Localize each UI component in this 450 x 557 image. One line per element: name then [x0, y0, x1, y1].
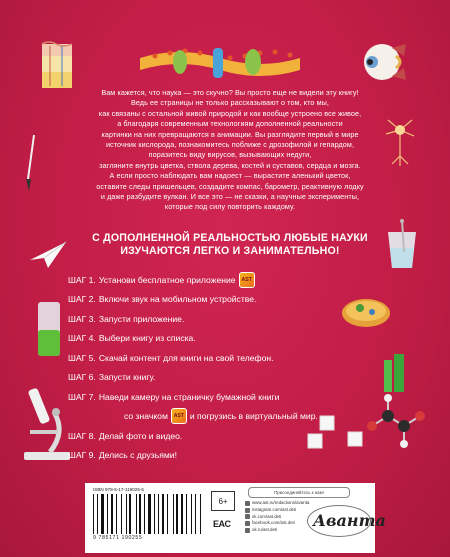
step-number: ШАГ 4.: [68, 333, 96, 344]
barcode-bar: [169, 494, 172, 534]
step-text: Запусти приложение.: [98, 313, 185, 324]
intro-line: и даже разбудите вулкан. И все это — не сказки, а научные эксперименты,: [100, 192, 360, 202]
ast-app-icon: AST: [239, 272, 255, 288]
join-us-label: Присоединяйтесь к нам!: [248, 487, 350, 498]
barcode-bar: [116, 494, 117, 534]
ok-icon: [245, 528, 250, 533]
barcode-bar: [129, 494, 131, 534]
step-1: [68, 270, 368, 290]
barcode-bar: [146, 494, 148, 534]
intro-line: Ведь ее страницы не только рассказывают о том, кто мы,: [130, 98, 330, 108]
barcode-bar: [152, 494, 153, 534]
step-text: и погрузись в виртуальный мир.: [189, 411, 318, 422]
barcode-bar: [184, 494, 185, 534]
paper-plane-illustration: [28, 240, 68, 270]
barcode-bar: [191, 494, 192, 534]
barcode-bar: [179, 494, 180, 534]
barcode-bar: [118, 494, 121, 534]
link-facebook[interactable]: facebook.com/ast.deti: [245, 520, 309, 527]
step-9: [68, 446, 368, 466]
barcode-bar: [167, 494, 168, 534]
globe-icon: [245, 501, 250, 506]
intro-paragraph: [60, 88, 400, 213]
barcode-bar: [197, 494, 199, 534]
intro-line: как связаны с остальной живой природой и как вообще устроено все живое,: [98, 108, 362, 118]
intro-line: которые под силу повторить каждому.: [164, 202, 296, 212]
barcode-bar: [160, 494, 161, 534]
step-number: ШАГ 6.: [68, 372, 96, 383]
barcode-bar: [202, 494, 203, 534]
barcode-bar: [186, 494, 187, 534]
barcode-bar: [200, 494, 201, 534]
barcode-bar: [101, 494, 104, 534]
barcode-bar: [175, 494, 176, 534]
barcode-bar: [195, 494, 197, 534]
barcode-bar: [105, 494, 106, 534]
barcode-bar: [108, 494, 110, 534]
barcode-bar: [142, 494, 143, 534]
intro-line: А если просто наблюдать вам надоест — вырастите аленький цветок,: [109, 171, 351, 181]
step-8: [68, 426, 368, 446]
barcode-bar: [173, 494, 174, 534]
barcode-bar: [187, 494, 190, 534]
barcode-bar: [181, 494, 183, 534]
step-number: ШАГ 2.: [68, 294, 96, 305]
step-number: ШАГ 3.: [68, 313, 96, 324]
eac-mark: EAC: [213, 519, 231, 529]
barcode-bar: [176, 494, 178, 534]
age-rating-badge: 6+: [211, 491, 235, 511]
barcode-bar: [132, 494, 135, 534]
step-number: ШАГ 1.: [68, 274, 96, 285]
barcode-area: [89, 487, 204, 549]
barcode-bar: [95, 494, 96, 534]
barcode-bar: [158, 494, 159, 534]
barcode-bar: [93, 494, 94, 534]
intro-line: а благодаря современным технологиям дополненной реальности: [117, 119, 343, 129]
steps-list: [68, 270, 368, 465]
step-text: Делись с друзьями!: [98, 450, 177, 461]
isbn-text: ISBN 978-5-17-119025-5: [93, 487, 144, 492]
barcode-bar: [126, 494, 127, 534]
step-text: со значком: [124, 411, 168, 422]
vk-icon: [245, 514, 250, 519]
step-4: [68, 329, 368, 349]
facebook-icon: [245, 521, 250, 526]
skin-layers-illustration: [40, 40, 74, 90]
barcode-bar: [136, 494, 137, 534]
link-instagram[interactable]: instagram.com/ast.deti: [245, 507, 309, 514]
cell-membrane-illustration: [135, 38, 305, 88]
ast-app-icon: AST: [171, 408, 187, 424]
barcode-bar: [165, 494, 167, 534]
headline-line-1: С ДОПОЛНЕННОЙ РЕАЛЬНОСТЬЮ ЛЮБЫЕ НАУКИ: [92, 232, 368, 244]
barcode-bar: [114, 494, 115, 534]
step-number: ШАГ 9.: [68, 450, 96, 461]
step-text: Делай фото и видео.: [98, 430, 183, 441]
step-text: Запусти книгу.: [98, 372, 156, 383]
barcode-bar: [154, 494, 156, 534]
ar-headline: [70, 232, 390, 258]
step-2: [68, 290, 368, 310]
step-number: ШАГ 7.: [68, 391, 96, 402]
intro-line: загляните внутрь цветка, ствола дерева, костей и суставов, сердца и мозга.: [99, 160, 361, 170]
test-tube-illustration: [34, 300, 64, 360]
step-7-continued: [68, 407, 368, 427]
step-number: ШАГ 5.: [68, 352, 96, 363]
barcode-bars: [93, 494, 204, 534]
barcode-bar: [99, 494, 100, 534]
intro-line: Вам кажется, что наука — это скучно? Вы просто еще не видели эту книгу!: [101, 88, 359, 97]
barcode-bar: [111, 494, 113, 534]
avanta-logo: Аванта: [313, 511, 386, 530]
barcode-bar: [128, 494, 129, 534]
link-website[interactable]: www.ast.ru/redactions/avanta: [245, 500, 309, 507]
step-6: [68, 368, 368, 388]
molecule-illustration: [360, 376, 436, 456]
barcode-bar: [162, 494, 164, 534]
intro-line: источник кислорода, познакомитесь поближе с дрозофилой и гепардом,: [105, 140, 355, 150]
barcode-bar: [123, 494, 125, 534]
step-5: [68, 348, 368, 368]
barcode-bar: [193, 494, 194, 534]
paintbrush-illustration: [24, 133, 38, 193]
barcode-bar: [144, 494, 145, 534]
barcode-bar: [156, 494, 157, 534]
barcode-bar: [148, 494, 151, 534]
barcode-bar: [137, 494, 138, 534]
step-7: [68, 387, 368, 407]
step-3: [68, 309, 368, 329]
barcode-number: 9 785171 190255: [93, 535, 143, 541]
barcode-bar: [121, 494, 122, 534]
barcode-bar: [139, 494, 141, 534]
intro-line: оставите следы пришельцев, создадите компас, барометр, реактивную лодку: [96, 181, 364, 191]
step-number: ШАГ 8.: [68, 430, 96, 441]
intro-line: картинки на них превращаются в анимации. Вы разглядите первый в мире: [101, 129, 359, 139]
step-text: Наведи камеру на страничку бумажной книги: [98, 391, 280, 402]
barcode-bar: [97, 494, 99, 534]
intro-line: поразитесь виду вирусов, вызывающих недуги,: [148, 150, 312, 160]
social-links: [245, 500, 309, 534]
step-text: Скачай контент для книги на свой телефон.: [98, 352, 274, 363]
headline-line-2: ИЗУЧАЮТСЯ ЛЕГКО И ЗАНИМАТЕЛЬНО!: [120, 245, 340, 257]
link-vk[interactable]: vk.com/ast.deti: [245, 514, 309, 521]
step-text: Включи звук на мобильном устройстве.: [98, 294, 257, 305]
eye-illustration: [360, 38, 408, 86]
publisher-info-box: [85, 483, 386, 553]
step-text: Установи бесплатное приложение: [98, 274, 236, 285]
link-ok[interactable]: ok.ru/ast.deti: [245, 527, 309, 534]
instagram-icon: [245, 508, 250, 513]
step-text: Выбери книгу из списка.: [98, 333, 196, 344]
barcode-bar: [107, 494, 108, 534]
